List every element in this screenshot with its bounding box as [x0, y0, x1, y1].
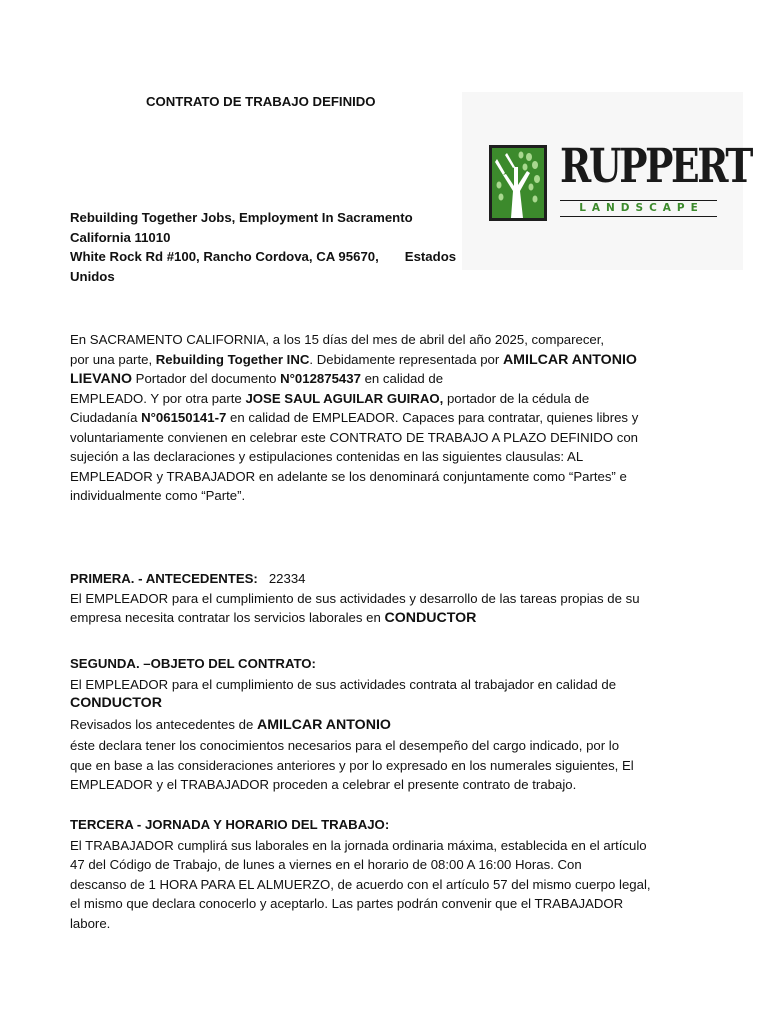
- tree-icon: [489, 145, 547, 221]
- company-logo: [462, 92, 752, 270]
- text-run: en calidad de: [360, 371, 444, 386]
- job-title: CONDUCTOR: [70, 695, 162, 711]
- text-line: sujeción a las declaraciones y estipulaciones contenidas en las siguientes clausulas: AL: [70, 449, 584, 464]
- text-run: portador de la cédula de: [443, 390, 590, 406]
- clause-tercera: [70, 815, 670, 933]
- clause-heading: PRIMERA. - ANTECEDENTES:: [70, 571, 258, 586]
- worker-name: AMILCAR ANTONIO: [256, 717, 391, 733]
- header-line: California 11010: [70, 229, 171, 245]
- text-line: el mismo que declara conocerlo y aceptarlo. Las partes podrán convenir que el TRABAJADOR: [70, 896, 624, 911]
- id-number: N°06150141-7: [141, 410, 227, 425]
- text-line: El EMPLEADOR para el cumplimiento de sus actividades contrata al trabajador en calidad de: [70, 676, 617, 692]
- header-line: Estados: [404, 249, 457, 264]
- text-line: 47 del Código de Trabajo, de lunes a viernes en el horario de 08:00 A 16:00 Horas. Con: [70, 857, 582, 872]
- header-line: Unidos: [70, 268, 115, 284]
- text-line: [70, 408, 670, 428]
- header-line: White Rock Rd #100, Rancho Cordova, CA 95670,: [70, 249, 379, 264]
- text-line: [70, 389, 670, 409]
- text-line: labore.: [70, 915, 111, 931]
- text-run: . Debidamente representada por: [309, 351, 503, 367]
- clause-primera: [70, 569, 670, 629]
- text-line: éste declara tener los conocimientos necesarios para el desempeño del cargo indicado, por lo: [70, 738, 620, 753]
- representative-name: AMILCAR ANTONIO: [502, 351, 637, 368]
- text-line: EMPLEADOR y TRABAJADOR en adelante se los denominará conjuntamente como “Partes” e: [70, 468, 627, 484]
- text-line: EMPLEADOR y el TRABAJADOR proceden a celebrar el presente contrato de trabajo.: [70, 777, 577, 792]
- text-line: descanso de 1 HORA PARA EL ALMUERZO, de acuerdo con el artículo 57 del mismo cuerpo legal,: [70, 876, 651, 892]
- document-title: CONTRATO DE TRABAJO DEFINIDO: [146, 94, 376, 109]
- job-title: CONDUCTOR: [384, 610, 477, 626]
- intro-paragraph: [70, 330, 670, 506]
- header-line: Rebuilding Together Jobs, Employment In Sacramento: [70, 210, 413, 225]
- text-line: individualmente como “Parte”.: [70, 488, 246, 503]
- text-line: [70, 369, 670, 389]
- text-run: en calidad de EMPLEADOR. Capaces para contratar, quienes libres y: [226, 410, 639, 425]
- clause-segunda: [70, 654, 670, 795]
- text-line: que en base a las consideraciones anteriores y por lo expresado en los numerales siguientes, El: [70, 757, 634, 773]
- header-address-row: [70, 247, 470, 267]
- clause-heading-row: [70, 569, 670, 589]
- clause-heading: SEGUNDA. –OBJETO DEL CONTRATO:: [70, 656, 316, 671]
- text-line: En SACRAMENTO CALIFORNIA, a los 15 días del mes de abril del año 2025, comparecer,: [70, 332, 605, 347]
- clause-heading: TERCERA - JORNADA Y HORARIO DEL TRABAJO:: [70, 817, 390, 832]
- text-run: Revisados los antecedentes de: [70, 717, 257, 732]
- text-line: El EMPLEADOR para el cumplimiento de sus actividades y desarrollo de las tareas propias de su: [70, 590, 640, 606]
- text-run: Ciudadanía: [70, 410, 142, 425]
- document-number: N°012875437: [280, 371, 361, 386]
- text-run: EMPLEADO. Y por otra parte: [70, 390, 246, 406]
- logo-tagline: LANDSCAPE: [560, 200, 717, 217]
- text-line: El TRABAJADOR cumplirá sus laborales en la jornada ordinaria máxima, establecida en el artículo: [70, 837, 647, 853]
- clause-code: 22334: [268, 571, 306, 586]
- text-line: [70, 350, 670, 370]
- text-line: voluntariamente convienen en celebrar este CONTRATO DE TRABAJO A PLAZO DEFINIDO con: [70, 429, 639, 445]
- text-run: empresa necesita contratar los servicios laborales en: [70, 610, 385, 625]
- text-line: [70, 715, 670, 736]
- text-line: [70, 608, 670, 629]
- company-name: Rebuilding Together INC: [155, 351, 310, 367]
- employer-name: JOSE SAUL AGUILAR GUIRAO,: [245, 390, 444, 406]
- representative-surname: LIEVANO: [70, 371, 133, 387]
- text-run: por una parte,: [70, 351, 156, 367]
- logo-name: RUPPERT: [560, 139, 752, 194]
- company-header: [70, 208, 470, 286]
- text-run: Portador del documento: [132, 371, 281, 386]
